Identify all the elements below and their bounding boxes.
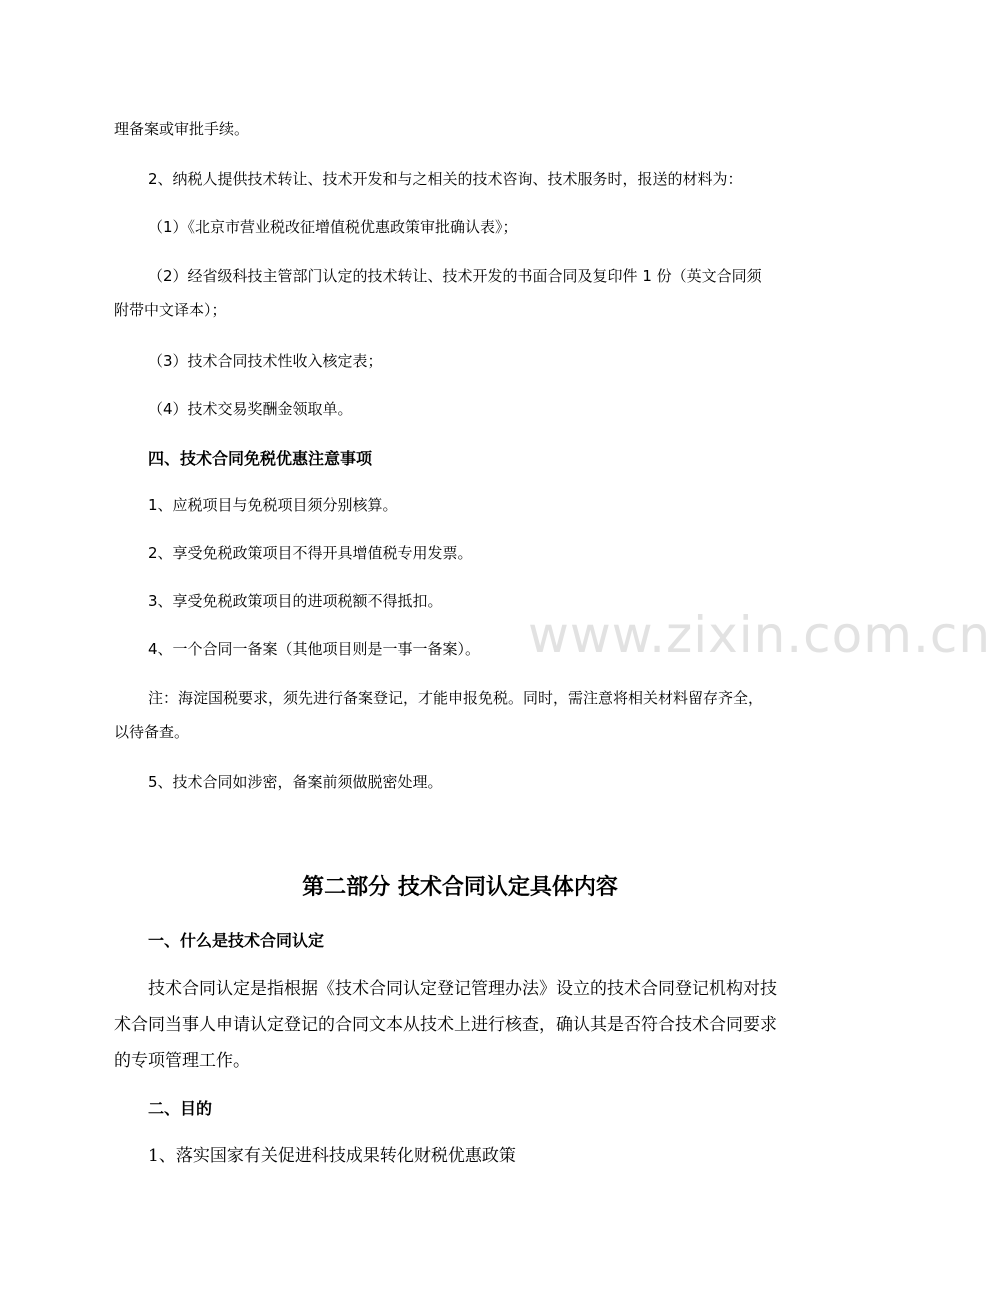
paragraph-line2: 术合同当事人申请认定登记的合同文本从技术上进行核查，确认其是否符合技术合同要求 — [114, 1015, 777, 1035]
list-item: 2、享受免税政策项目不得开具增值税专用发票。 — [148, 544, 473, 562]
list-item-1: 1、落实国家有关促进科技成果转化财税优惠政策 — [148, 1146, 516, 1166]
list-item-2: 2、纳税人提供技术转让、技术开发和与之相关的技术咨询、技术服务时，报送的材料为： — [148, 170, 743, 188]
sub-item-3: （3）技术合同技术性收入核定表； — [148, 352, 383, 370]
section-heading-2: 二、目的 — [148, 1099, 213, 1118]
sub-item-2-line1: （2）经省级科技主管部门认定的技术转让、技术开发的书面合同及复印件 1 份（英文合同须 — [148, 267, 762, 285]
list-item-5: 5、技术合同如涉密，备案前须做脱密处理。 — [148, 773, 443, 791]
section-heading-1: 一、什么是技术合同认定 — [148, 931, 325, 950]
note-line2: 以待备查。 — [114, 723, 190, 741]
part-title: 第二部分 技术合同认定具体内容 — [302, 875, 618, 900]
section-heading-4: 四、技术合同免税优惠注意事项 — [148, 449, 373, 468]
list-item: 1、应税项目与免税项目须分别核算。 — [148, 496, 398, 514]
paragraph-line1: 技术合同认定是指根据《技术合同认定登记管理办法》设立的技术合同登记机构对技 — [148, 979, 777, 999]
watermark: www.zixin.com.cn — [528, 606, 991, 664]
sub-item-4: （4）技术交易奖酬金领取单。 — [148, 400, 353, 418]
sub-item-2-line2: 附带中文译本）； — [114, 301, 227, 319]
note-line1: 注：海淀国税要求，须先进行备案登记，才能申报免税。同时，需注意将相关材料留存齐全， — [148, 689, 764, 707]
list-item: 4、一个合同一备案（其他项目则是一事一备案）。 — [148, 640, 481, 658]
sub-item-1: （1）《北京市营业税改征增值税优惠政策审批确认表》； — [148, 218, 518, 236]
list-item: 3、享受免税政策项目的进项税额不得抵扣。 — [148, 592, 443, 610]
paragraph-continuation: 理备案或审批手续。 — [114, 120, 250, 138]
paragraph-line3: 的专项管理工作。 — [114, 1051, 250, 1071]
